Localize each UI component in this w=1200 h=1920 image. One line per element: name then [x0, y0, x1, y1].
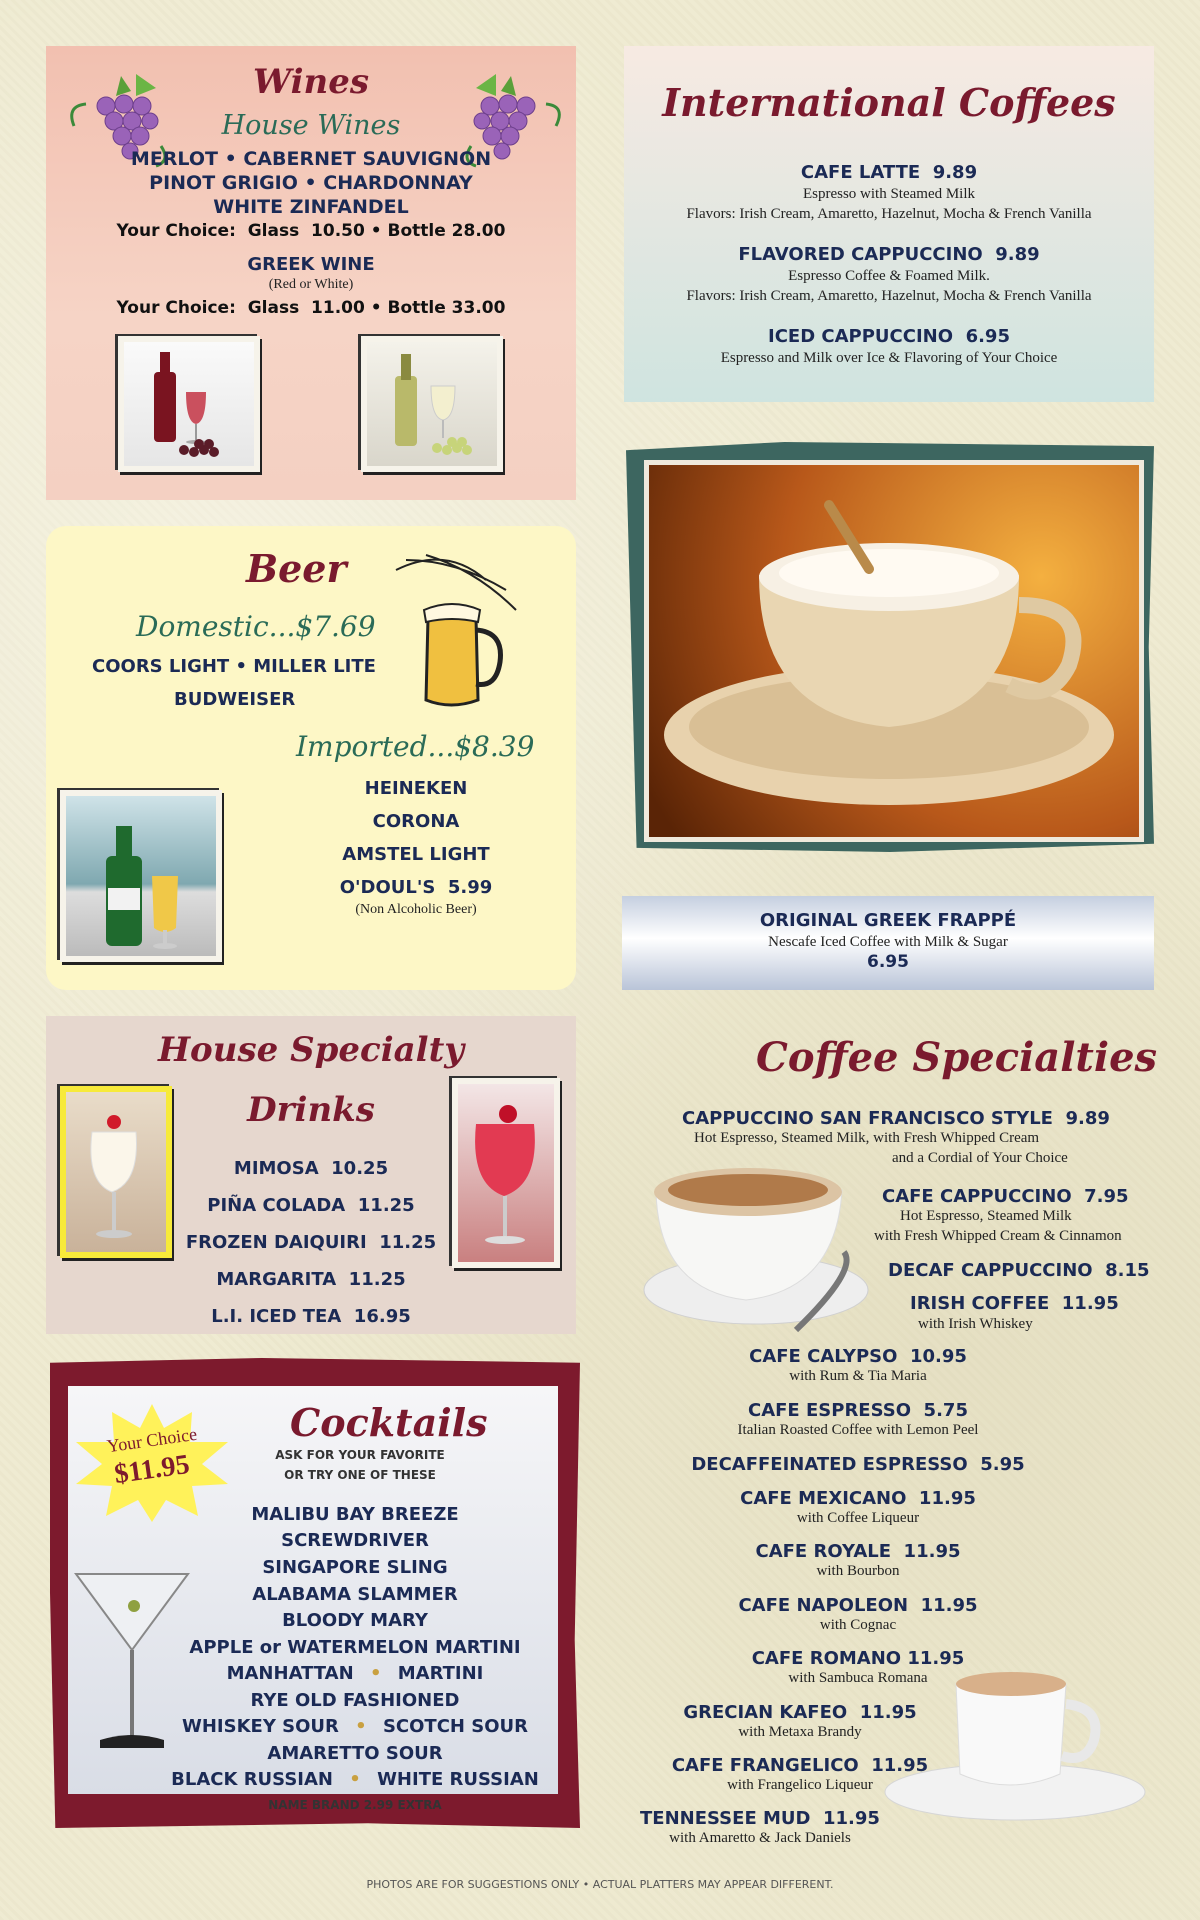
cocktails-subtitle: ASK FOR YOUR FAVORITE	[275, 1448, 445, 1462]
wine-line: PINOT GRIGIO • CHARDONNAY	[149, 172, 473, 194]
non-alcoholic-note: (Non Alcoholic Beer)	[355, 902, 477, 917]
house-specialty-title: House Specialty	[157, 1030, 465, 1070]
cocktail: SCREWDRIVER	[281, 1530, 429, 1551]
coffee-item: FLAVORED CAPPUCCINO 9.89	[738, 244, 1040, 265]
cocktail: SCOTCH SOUR	[382, 1716, 528, 1737]
coffee-desc: Flavors: Irish Cream, Amaretto, Hazelnut, Mocha & French Vanilla	[686, 206, 1092, 222]
cocktails-subtitle: OR TRY ONE OF THESE	[284, 1468, 436, 1482]
imported-beer: AMSTEL LIGHT	[342, 844, 490, 865]
bullet-icon: •	[369, 1663, 382, 1684]
imported-beer: HEINEKEN	[364, 778, 468, 799]
house-specialty-panel	[46, 1016, 576, 1334]
cocktail: MARTINI	[397, 1663, 484, 1684]
price-badge-amount: $11.95	[112, 1448, 192, 1491]
coffee-specialty: CAPPUCCINO SAN FRANCISCO STYLE 9.89	[682, 1108, 1110, 1129]
coffee-specialty: CAFE NAPOLEON 11.95	[738, 1595, 978, 1616]
coffee-specialty-desc: Hot Espresso, Steamed Milk	[900, 1208, 1072, 1224]
frappe-desc: Nescafe Iced Coffee with Milk & Sugar	[768, 934, 1008, 950]
red-wine-photo	[118, 336, 260, 472]
coffee-specialties-title: Coffee Specialties	[756, 1034, 1158, 1081]
espresso-cup-image	[880, 1664, 1150, 1824]
specialty-drink: L.I. ICED TEA 16.95	[211, 1306, 411, 1327]
wines-title: Wines	[253, 62, 369, 102]
coffee-specialty: CAFE FRANGELICO 11.95	[671, 1755, 929, 1776]
cocktail: WHITE RUSSIAN	[377, 1769, 539, 1790]
domestic-beer: COORS LIGHT • MILLER LITE	[92, 656, 376, 677]
coffee-specialty-desc: with Cognac	[819, 1617, 897, 1633]
greek-wine-price: Your Choice: Glass 11.00 • Bottle 33.00	[116, 298, 506, 318]
cocktail: AMARETTO SOUR	[267, 1743, 443, 1764]
cocktail: APPLE or WATERMELON MARTINI	[189, 1637, 521, 1658]
coffee-specialty-desc: with Fresh Whipped Cream & Cinnamon	[874, 1228, 1122, 1244]
wine-line: WHITE ZINFANDEL	[213, 196, 409, 218]
coffee-specialty-desc: with Irish Whiskey	[918, 1316, 1033, 1332]
international-coffees-panel	[624, 46, 1154, 402]
domestic-heading: Domestic...$7.69	[136, 610, 376, 643]
coffee-desc: Espresso Coffee & Foamed Milk.	[788, 268, 990, 284]
coffee-specialty-desc: with Coffee Liqueur	[796, 1510, 920, 1526]
specialty-drink: MIMOSA 10.25	[233, 1158, 389, 1179]
cappuccino-cup-image	[636, 1160, 876, 1340]
coffee-specialty: IRISH COFFEE 11.95	[910, 1293, 1119, 1314]
pina-colada-photo	[60, 1086, 172, 1258]
cappuccino-photo	[644, 460, 1144, 842]
wines-panel	[46, 46, 576, 500]
cocktail: RYE OLD FASHIONED	[250, 1690, 460, 1711]
wine-price: Your Choice: Glass 10.50 • Bottle 28.00	[116, 221, 506, 241]
cocktails-title: Cocktails	[290, 1400, 488, 1445]
cocktail-pair	[160, 1663, 550, 1684]
imported-heading: Imported...$8.39	[296, 730, 535, 763]
cocktail: ALABAMA SLAMMER	[252, 1584, 458, 1605]
cocktail: MALIBU BAY BREEZE	[251, 1504, 459, 1525]
cocktail: BLOODY MARY	[282, 1610, 428, 1631]
coffee-specialty: GRECIAN KAFEO 11.95	[683, 1702, 917, 1723]
coffee-specialty: DECAF CAPPUCCINO 8.15	[888, 1260, 1150, 1281]
specialty-drink: MARGARITA 11.25	[216, 1269, 406, 1290]
house-wines-subtitle: House Wines	[221, 110, 401, 141]
coffee-specialty-desc: with Frangelico Liqueur	[727, 1777, 873, 1793]
specialty-drink: PIÑA COLADA 11.25	[207, 1195, 415, 1216]
white-wine-photo	[361, 336, 503, 472]
coffee-specialty: CAFE CAPPUCCINO 7.95	[882, 1186, 1129, 1207]
beer-mug-icon	[386, 550, 536, 710]
imported-beer: CORONA	[372, 811, 460, 832]
heineken-photo	[60, 790, 222, 962]
coffee-desc: Espresso and Milk over Ice & Flavoring of Your Choice	[720, 350, 1058, 366]
bullet-icon: •	[355, 1716, 367, 1737]
coffee-desc: Flavors: Irish Cream, Amaretto, Hazelnut, Mocha & French Vanilla	[686, 288, 1092, 304]
coffee-desc: Espresso with Steamed Milk	[802, 186, 976, 202]
house-specialty-title: Drinks	[247, 1090, 375, 1130]
bullet-icon: •	[349, 1769, 361, 1790]
cocktail-pair	[160, 1769, 550, 1790]
coffee-specialty-desc: with Metaxa Brandy	[738, 1724, 862, 1740]
greek-wine: GREEK WINE	[247, 254, 375, 275]
domestic-beer: BUDWEISER	[174, 689, 296, 710]
coffee-specialty-desc: Italian Roasted Coffee with Lemon Peel	[737, 1422, 979, 1438]
price-badge-label: Your Choice	[105, 1423, 199, 1457]
coffee-specialty-desc: with Sambuca Romana	[788, 1670, 928, 1686]
coffee-specialty: CAFE ESPRESSO 5.75	[748, 1400, 968, 1421]
wine-line: MERLOT • CABERNET SAUVIGNON	[130, 148, 492, 170]
coffee-specialty: DECAFFEINATED ESPRESSO 5.95	[691, 1454, 1025, 1475]
cocktail: MANHATTAN	[226, 1663, 354, 1684]
coffee-specialty-desc: with Rum & Tia Maria	[789, 1368, 927, 1384]
strawberry-daiquiri-photo	[452, 1078, 560, 1268]
coffee-specialty-desc: Hot Espresso, Steamed Milk, with Fresh Whipped Cream	[694, 1130, 1040, 1146]
frappe-panel	[622, 896, 1154, 990]
coffee-specialty: CAFE MEXICANO 11.95	[740, 1488, 976, 1509]
frappe-name: ORIGINAL GREEK FRAPPÉ	[759, 910, 1017, 931]
coffee-item: CAFE LATTE 9.89	[800, 162, 978, 183]
coffee-item: ICED CAPPUCCINO 6.95	[768, 326, 1010, 347]
cocktail: BLACK RUSSIAN	[171, 1769, 333, 1790]
specialty-drink: FROZEN DAIQUIRI 11.25	[185, 1232, 437, 1253]
coffee-specialty: CAFE ROMANO 11.95	[751, 1648, 965, 1669]
coffee-specialty-desc: with Bourbon	[816, 1563, 900, 1579]
greek-wine-note: (Red or White)	[268, 277, 354, 292]
cocktail-pair	[160, 1716, 550, 1737]
name-brand-note: NAME BRAND 2.99 EXTRA	[268, 1798, 442, 1812]
imported-beer: O'DOUL'S 5.99	[339, 877, 493, 898]
beer-title: Beer	[246, 546, 347, 591]
footer-disclaimer: PHOTOS ARE FOR SUGGESTIONS ONLY • ACTUAL PLATTERS MAY APPEAR DIFFERENT.	[366, 1878, 834, 1891]
international-coffees-title: International Coffees	[662, 80, 1116, 125]
frappe-price: 6.95	[867, 952, 909, 972]
coffee-specialty: CAFE ROYALE 11.95	[755, 1541, 961, 1562]
cocktail: WHISKEY SOUR	[182, 1716, 339, 1737]
coffee-specialty: TENNESSEE MUD 11.95	[640, 1808, 880, 1829]
coffee-specialty: CAFE CALYPSO 10.95	[749, 1346, 967, 1367]
cocktail: SINGAPORE SLING	[262, 1557, 448, 1578]
coffee-specialty-desc: with Amaretto & Jack Daniels	[669, 1830, 851, 1846]
beer-panel	[46, 526, 576, 990]
coffee-specialty-desc: and a Cordial of Your Choice	[892, 1150, 1068, 1166]
